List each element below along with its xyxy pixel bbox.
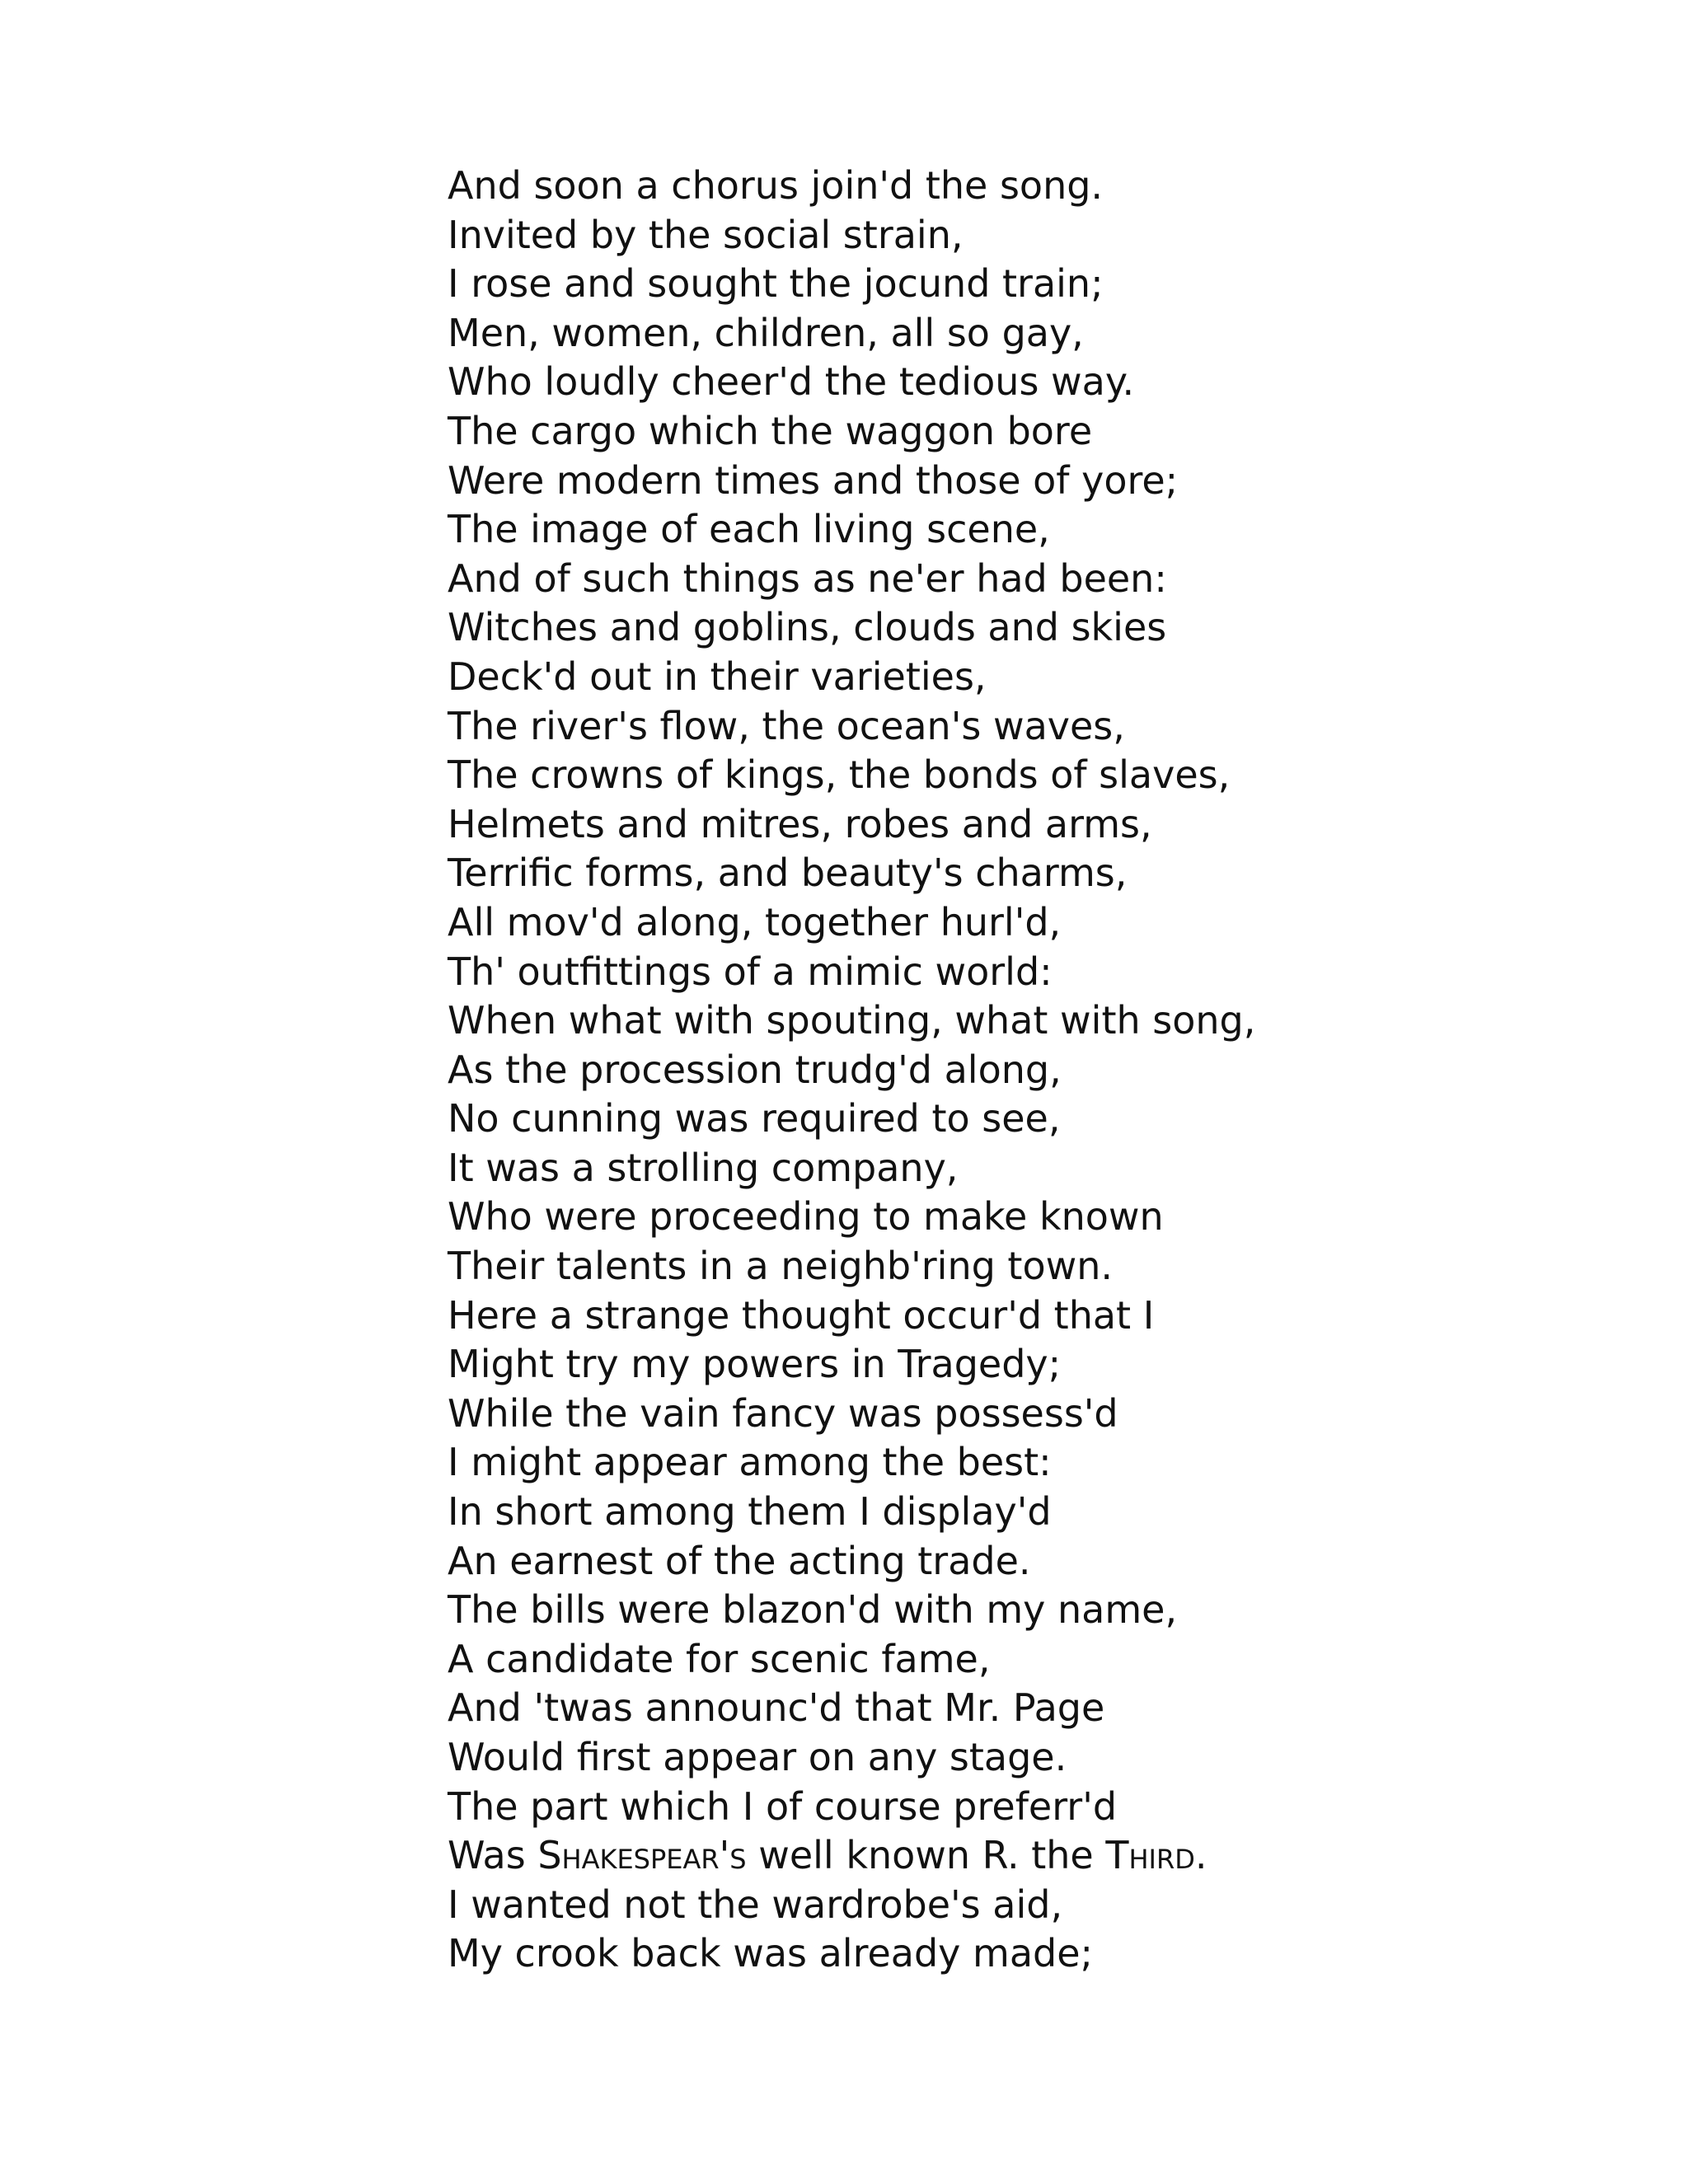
line-middle: well known R. the [746, 1833, 1106, 1878]
page-viewport [0, 163, 1688, 1976]
poem-line: Th' outfittings of a mimic world: [448, 949, 1053, 994]
poem-line: A candidate for scenic fame, [448, 1636, 991, 1681]
poem-line: And 'twas announc'd that Mr. Page [448, 1685, 1105, 1731]
poem-line: Here a strange thought occur'd that I [448, 1292, 1155, 1338]
poem-line: Might try my powers in Tragedy; [448, 1342, 1062, 1387]
poem-line: The crowns of kings, the bonds of slaves, [448, 752, 1231, 798]
poem-line: I might appear among the best: [448, 1440, 1052, 1485]
poem-text [448, 162, 1255, 1979]
poem-line: Would first appear on any stage. [448, 1735, 1067, 1779]
poem-line: I wanted not the wardrobe's aid, [448, 1882, 1063, 1927]
poem-line: The image of each living scene, [448, 507, 1050, 552]
poem-line: Helmets and mitres, robes and arms, [448, 801, 1152, 846]
poem-line: While the vain fancy was possess'd [448, 1390, 1118, 1436]
author-name: Shakespear's [537, 1833, 747, 1878]
poem-line: The river's flow, the ocean's waves, [448, 703, 1125, 748]
poem-line: Were modern times and those of yore; [448, 457, 1179, 503]
poem-line: It was a strolling company, [448, 1145, 959, 1190]
poem-line: Invited by the social strain, [448, 212, 964, 257]
poem-line: Who were proceeding to make known [448, 1194, 1164, 1240]
line-prefix: Was [448, 1833, 538, 1878]
poem-line: Terrific forms, and beauty's charms, [448, 851, 1128, 896]
poem-line: Witches and goblins, clouds and skies [448, 605, 1167, 650]
poem-line: The cargo which the waggon bore [448, 408, 1093, 453]
poem-line: An earnest of the acting trade. [448, 1538, 1031, 1583]
poem-line: And of such things as ne'er had been: [448, 555, 1167, 601]
poem-line: Their talents in a neighb'ring town. [448, 1244, 1113, 1289]
poem-line: When what with spouting, what with song, [448, 998, 1256, 1043]
poem-line: My crook back was already made; [448, 1931, 1094, 1976]
poem-line: The bills were blazon'd with my name, [448, 1587, 1178, 1633]
poem-line: Who loudly cheer'd the tedious way. [448, 359, 1135, 405]
poem-line: The part which I of course preferr'd [448, 1783, 1118, 1829]
line-suffix: . [1194, 1833, 1207, 1878]
poem-line: I rose and sought the jocund train; [448, 261, 1104, 307]
poem-line-shakespeare [448, 1831, 1255, 1881]
poem-line: Deck'd out in their varieties, [448, 654, 987, 699]
poem-line: No cunning was required to see, [448, 1096, 1061, 1141]
poem-line: All mov'd along, together hurl'd, [448, 899, 1062, 944]
play-title: Third [1105, 1833, 1195, 1878]
poem-line: As the procession trudg'd along, [448, 1047, 1062, 1092]
poem-line: And soon a chorus join'd the song. [448, 163, 1104, 208]
poem-line: In short among them I display'd [448, 1489, 1052, 1535]
poem-line: Men, women, children, all so gay, [448, 310, 1084, 355]
